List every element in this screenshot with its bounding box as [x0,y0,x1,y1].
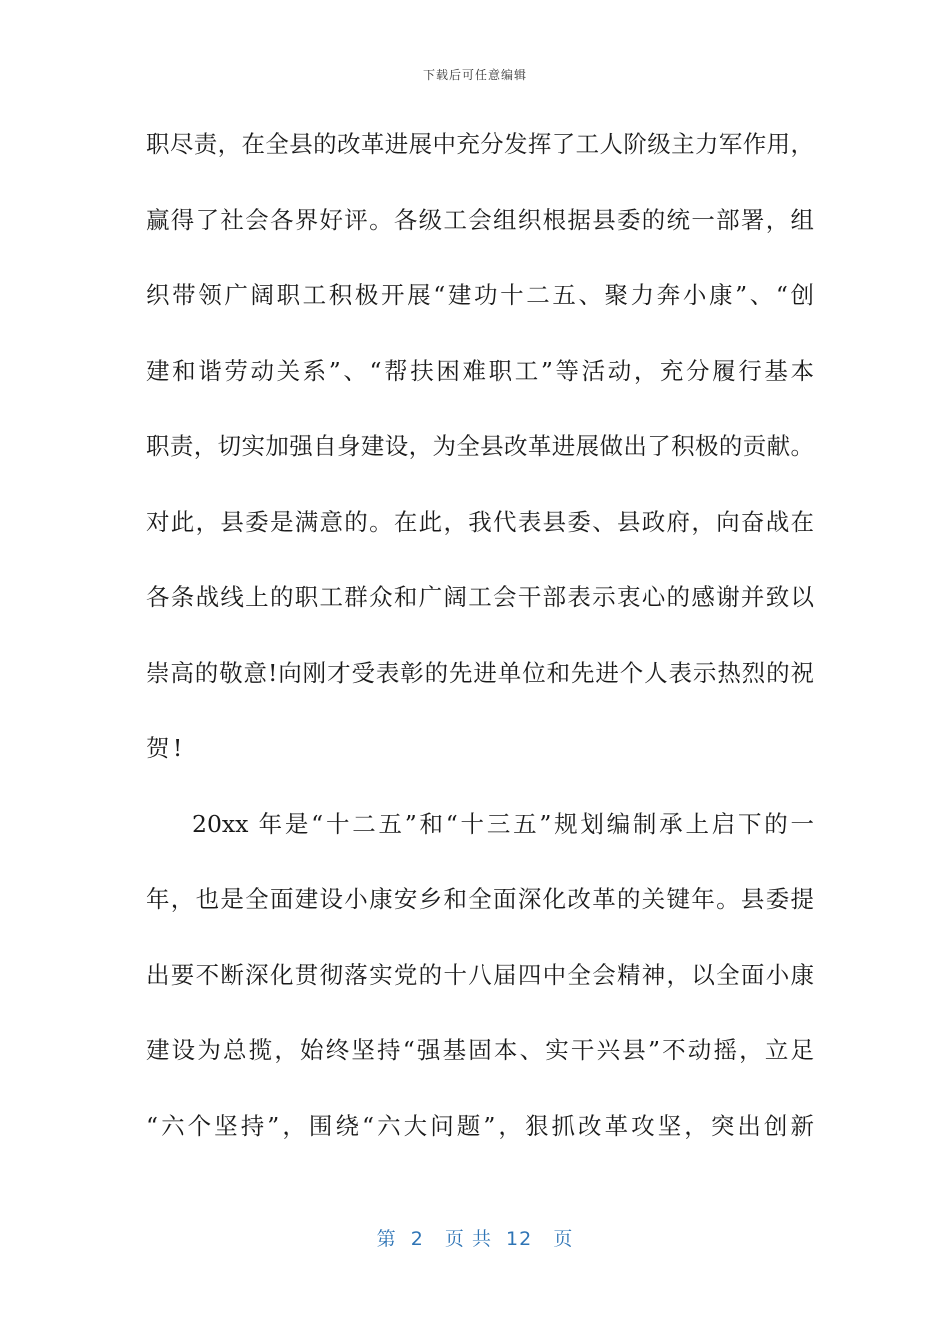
text-line: 各条战线上的职工群众和广阔工会干部表示衷心的感谢并致以 [146,583,814,611]
text-line: 20xx 年是“十二五”和“十三五”规划编制承上启下的一 [192,809,814,838]
text-line: 年，也是全面建设小康安乡和全面深化改革的关键年。县委提 [146,885,814,913]
text-line: 职尽责，在全县的改革进展中充分发挥了工人阶级主力军作用， [146,130,814,158]
paragraph-1 [146,118,814,798]
text-line: 贺! [146,734,186,762]
text-line: “六个坚持”，围绕“六大问题”，狠抓改革攻坚，突出创新 [146,1111,814,1140]
text-line: 赢得了社会各界好评。各级工会组织根据县委的统一部署，组 [146,205,814,234]
text-line: 对此，县委是满意的。在此，我代表县委、县政府，向奋战在 [146,507,814,536]
document-body [146,118,814,1175]
paragraph-2 [146,798,814,1176]
text-line: 建设为总揽，始终坚持“强基固本、实干兴县”不动摇，立足 [146,1036,814,1064]
text-line: 建和谐劳动关系”、“帮扶困难职工”等活动，充分履行基本 [146,356,814,385]
text-line: 职责，切实加强自身建设，为全县改革进展做出了积极的贡献。 [146,432,814,460]
page-number: 第 2 页 共 12 页 [376,1228,574,1250]
text-line: 出要不断深化贯彻落实党的十八届四中全会精神，以全面小康 [146,960,814,989]
text-line: 织带领广阔职工积极开展“建功十二五、聚力奔小康”、“创 [146,281,814,309]
header-note: 下载后可任意编辑 [422,68,527,82]
text-line: 崇高的敬意!向刚才受表彰的先进单位和先进个人表示热烈的祝 [146,658,814,687]
